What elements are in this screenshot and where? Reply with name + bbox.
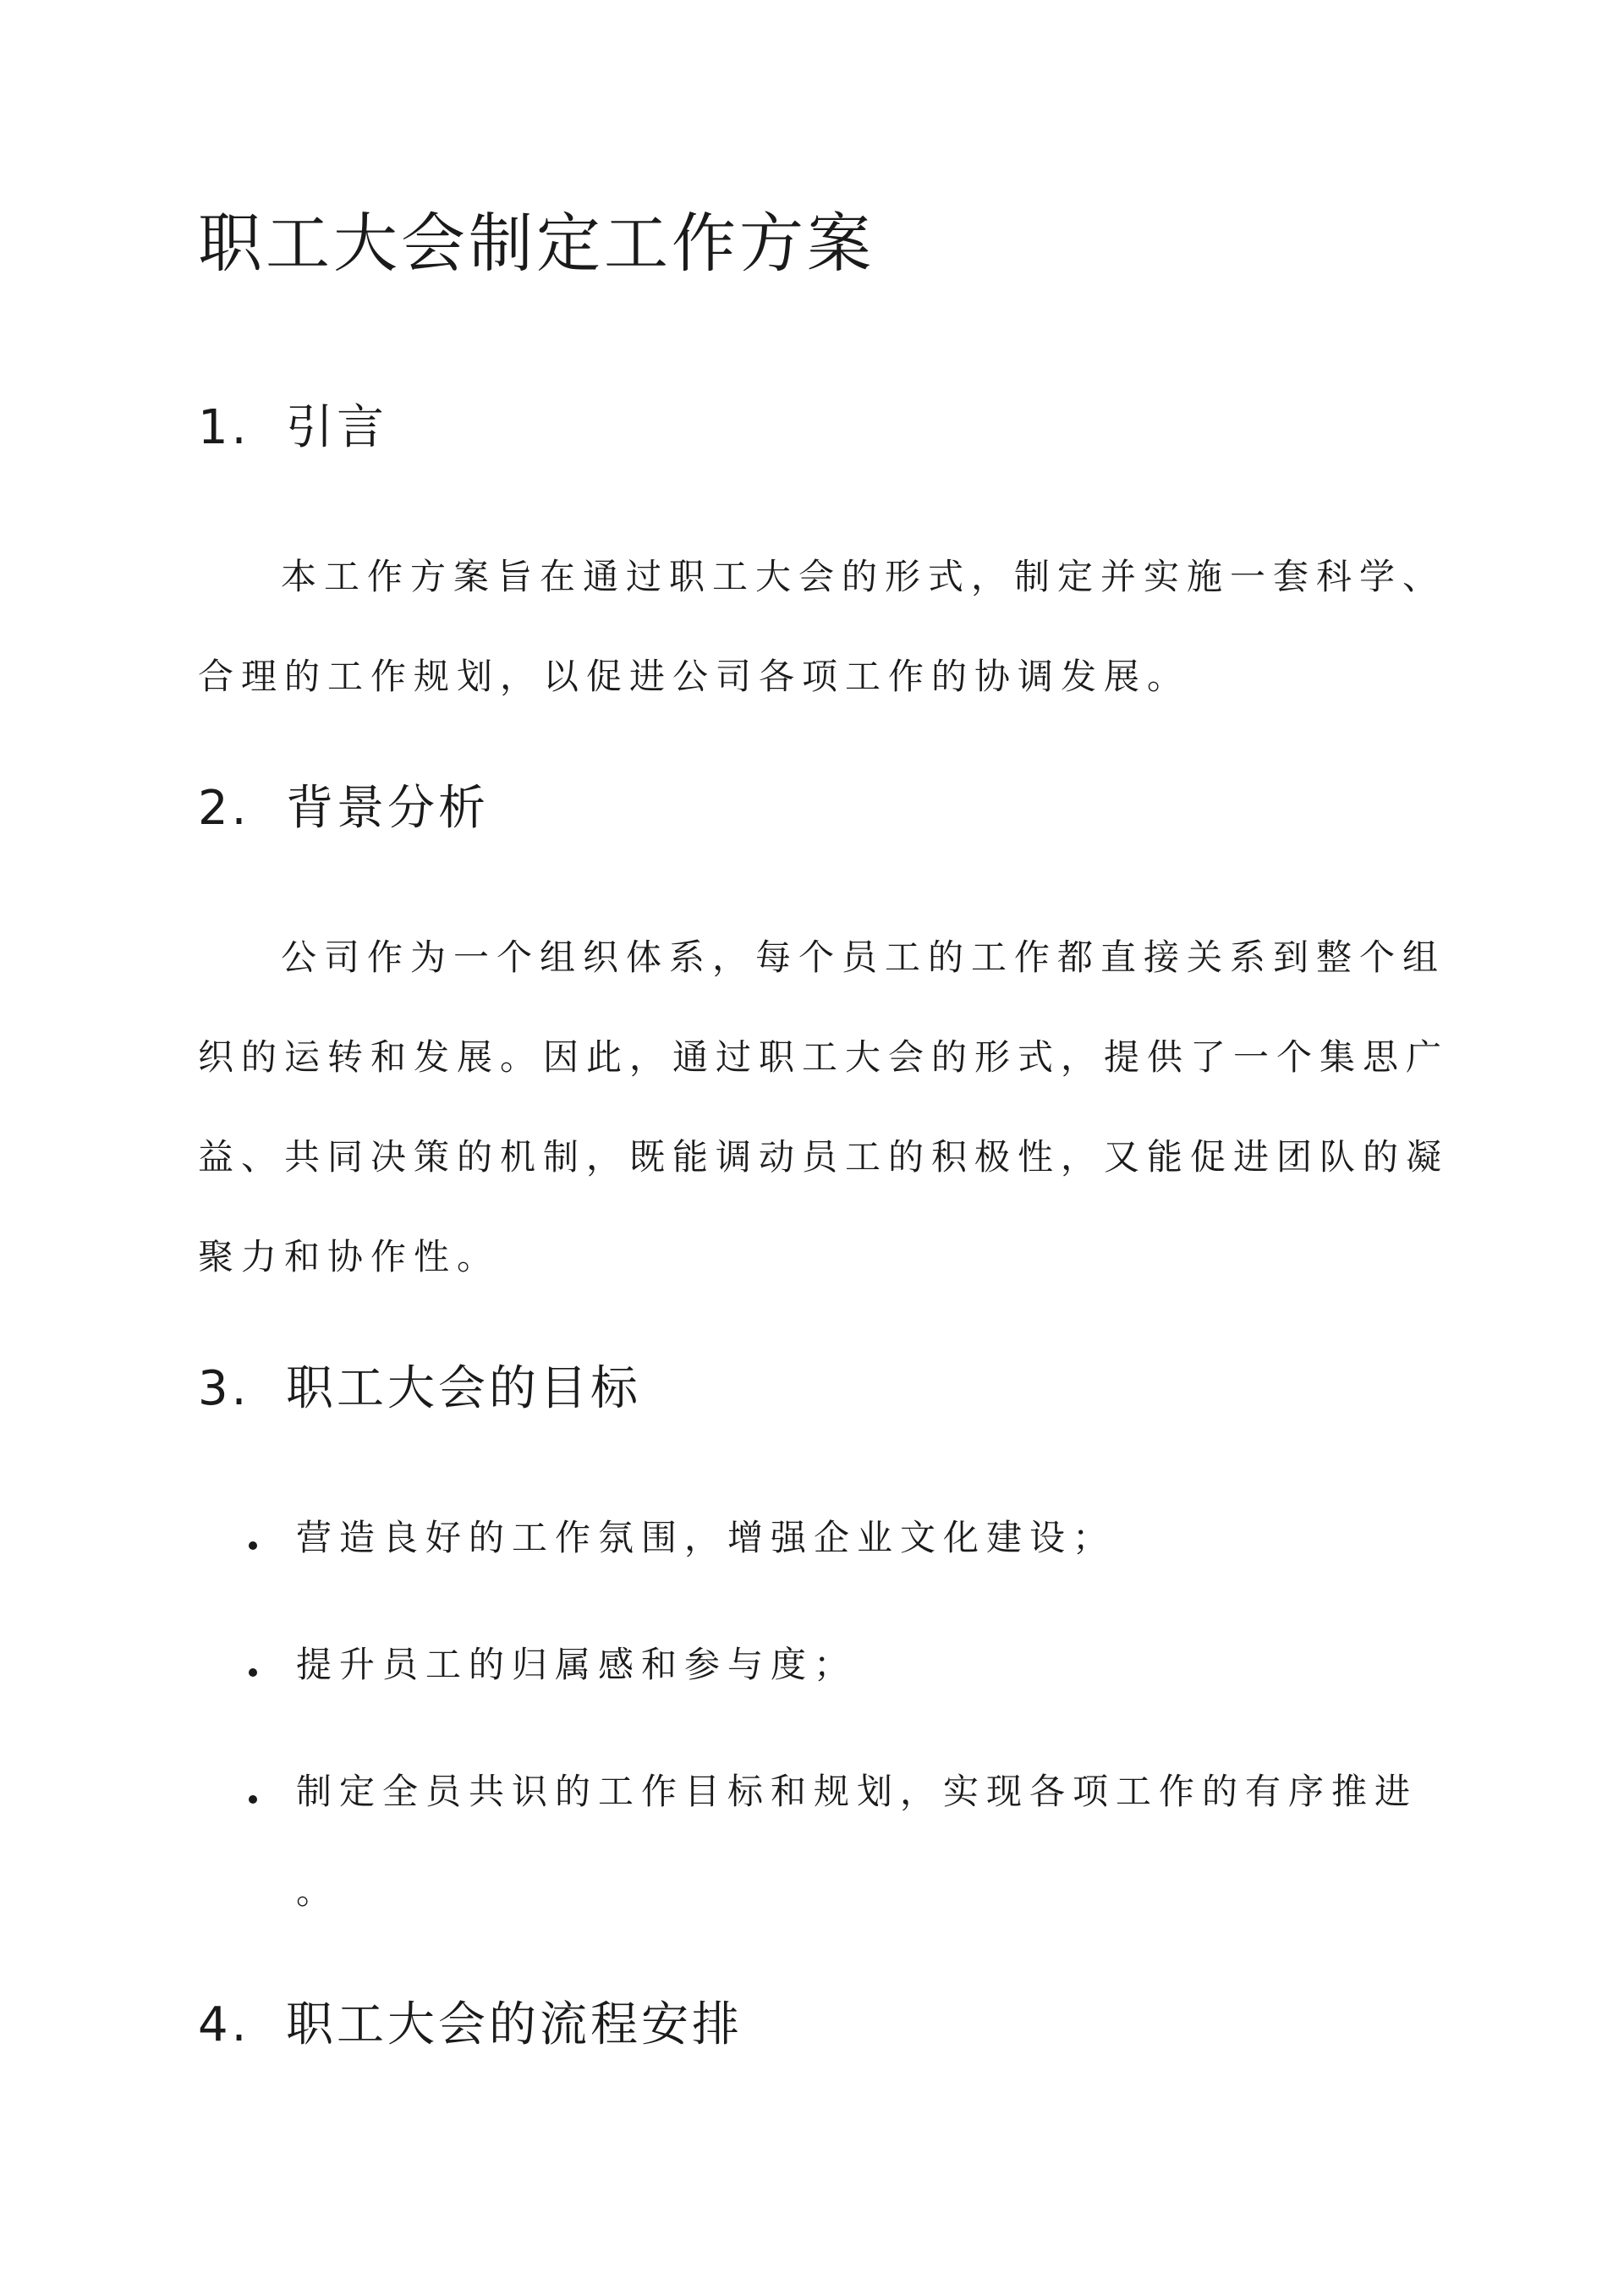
section-number: 4. [198, 1997, 250, 2052]
section-heading-goals [198, 1355, 641, 1423]
bullet-item: 营造良好的工作氛围，增强企业文化建设； [296, 1517, 1116, 1558]
section-number: 1. [198, 400, 250, 455]
paragraph-line: 合理的工作规划，以促进公司各项工作的协调发展。 [198, 656, 1191, 697]
document-title: 职工大会制定工作方案 [198, 206, 875, 281]
paragraph-line: 本工作方案旨在通过职工大会的形式，制定并实施一套科学、 [281, 556, 1446, 597]
section-title: 职工大会的目标 [286, 1361, 641, 1416]
bullet-item: 制定全员共识的工作目标和规划，实现各项工作的有序推进 [296, 1771, 1418, 1812]
paragraph-line: 织的运转和发展。因此，通过职工大会的形式，提供了一个集思广 [198, 1036, 1450, 1078]
section-heading-introduction [198, 394, 387, 462]
section-heading-background [198, 775, 489, 843]
paragraph-line: 聚力和协作性。 [198, 1236, 501, 1277]
paragraph-line: 公司作为一个组织体系，每个员工的工作都直接关系到整个组 [281, 937, 1446, 978]
section-number: 3. [198, 1361, 250, 1416]
section-number: 2. [198, 781, 250, 836]
bullet-icon [249, 1795, 257, 1804]
bullet-icon [249, 1541, 257, 1550]
section-title: 引言 [286, 400, 387, 455]
bullet-icon [249, 1668, 257, 1677]
section-title: 职工大会的流程安排 [286, 1997, 743, 2052]
paragraph-line: 益、共同决策的机制，既能调动员工的积极性，又能促进团队的凝 [198, 1136, 1450, 1178]
section-title: 背景分析 [286, 781, 489, 836]
section-heading-process [198, 1991, 743, 2059]
bullet-item-continuation: 。 [296, 1870, 340, 1912]
bullet-item: 提升员工的归属感和参与度； [296, 1644, 858, 1685]
